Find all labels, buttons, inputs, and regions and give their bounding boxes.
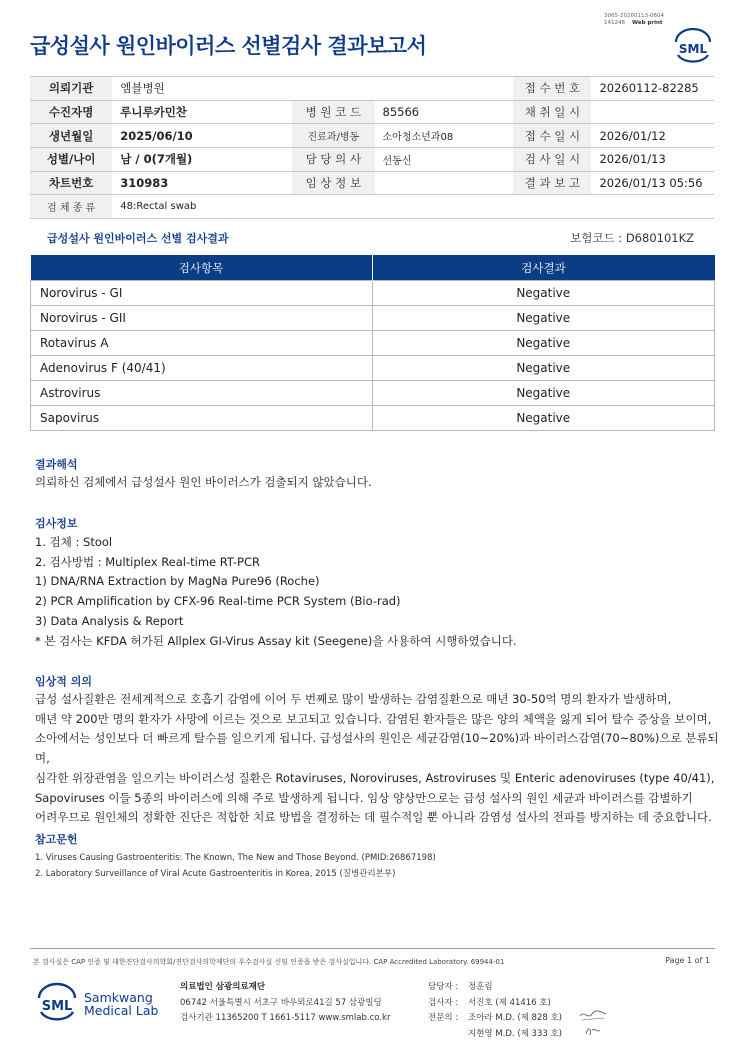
info-value-hospital-code: 85566 bbox=[375, 100, 514, 124]
test-result: Negative bbox=[372, 356, 715, 381]
reference-item: 2. Laboratory Surveillance of Viral Acute Gastroenteritis in Korea, 2015 (질병관리본부) bbox=[35, 869, 396, 879]
brand-name bbox=[84, 991, 158, 1017]
info-value-clinical bbox=[375, 171, 514, 195]
page-number: Page 1 of 1 bbox=[665, 956, 710, 965]
info-label: 진료과/병동 bbox=[292, 124, 374, 148]
test-info-line: * 본 검사는 KFDA 허가된 Allplex GI-Virus Assay kit (Seegene)을 사용하여 시행하였습니다. bbox=[35, 633, 517, 648]
interpretation-text: 의뢰하신 검체에서 급성설사 원인 바이러스가 검출되지 않았습니다. bbox=[35, 475, 372, 489]
info-label: 검 체 종 류 bbox=[30, 195, 112, 219]
references-list bbox=[35, 850, 436, 882]
info-value-collection-date bbox=[591, 100, 714, 124]
references-title: 참고문헌 bbox=[35, 833, 78, 846]
info-value-dept: 소아청소년과08 bbox=[375, 124, 514, 148]
info-row bbox=[30, 195, 714, 219]
org-name: 의료법인 삼광의료재단 bbox=[180, 982, 266, 992]
brand-line: Medical Lab bbox=[84, 1003, 159, 1018]
results-table bbox=[30, 255, 715, 431]
results-section-title: 급성설사 원인바이러스 선별 검사결과 bbox=[47, 232, 229, 245]
accreditation-note: 본 검사실은 CAP 인증 및 대한진단검사의학회/진단검사의학재단의 우수검사실 신임 인증을 받은 검사실입니다. CAP Accredited Laboratory. 69944-01 bbox=[33, 958, 505, 966]
info-label: 채 취 일 시 bbox=[513, 100, 591, 124]
info-row bbox=[30, 124, 714, 148]
test-item: Astrovirus bbox=[31, 381, 373, 406]
info-value-chart: 310983 bbox=[112, 171, 292, 195]
sml-logo-icon bbox=[672, 28, 714, 64]
staff-labels bbox=[428, 980, 458, 1042]
reference-item: 1. Viruses Causing Gastroenteritis: The Known, The New and Those Beyond. (PMID:26867198) bbox=[35, 853, 436, 863]
info-value-receipt-date: 2026/01/12 bbox=[591, 124, 714, 148]
clinical-title: 임상적 의의 bbox=[35, 675, 92, 688]
info-row bbox=[30, 171, 714, 195]
brand-line: Samkwang bbox=[84, 990, 153, 1005]
staff-value: 정훈림 bbox=[468, 982, 493, 992]
info-label: 병 원 코 드 bbox=[292, 100, 374, 124]
info-label: 성별/나이 bbox=[30, 148, 112, 172]
patient-info-table bbox=[30, 76, 714, 219]
table-row bbox=[31, 356, 715, 381]
interpretation-title: 결과해석 bbox=[35, 458, 78, 471]
org-address: 06742 서울특별시 서초구 바우뫼로41길 57 삼광빌딩 bbox=[180, 997, 382, 1008]
signature-icon bbox=[578, 1008, 610, 1038]
org-info bbox=[180, 980, 390, 1027]
info-value-test-date: 2026/01/13 bbox=[591, 148, 714, 172]
staff-label: 담당자 : bbox=[428, 982, 459, 992]
test-result: Negative bbox=[372, 406, 715, 431]
test-result: Negative bbox=[372, 306, 715, 331]
test-item: Rotavirus A bbox=[31, 331, 373, 356]
print-meta bbox=[604, 13, 664, 27]
info-label: 담 당 의 사 bbox=[292, 148, 374, 172]
info-value-patient: 루니루카민찬 bbox=[112, 100, 292, 124]
staff-value: 조아라 M.D. (제 828 호) bbox=[468, 1013, 563, 1023]
test-info-list bbox=[35, 533, 517, 651]
print-meta-id: 141248 bbox=[604, 20, 625, 26]
test-info-line: 3) Data Analysis & Report bbox=[35, 613, 184, 628]
page-title: 급성설사 원인바이러스 선별검사 결과보고서 bbox=[30, 34, 427, 58]
results-header-row bbox=[31, 255, 715, 281]
info-label: 차트번호 bbox=[30, 171, 112, 195]
footer-logo-text: SML bbox=[41, 999, 73, 1014]
staff-label bbox=[428, 1027, 458, 1043]
col-header-result: 검사결과 bbox=[372, 255, 715, 281]
staff-values bbox=[468, 980, 562, 1042]
info-value-report-date: 2026/01/13 05:56 bbox=[591, 171, 714, 195]
insurance-code: 보험코드 : D680101KZ bbox=[570, 231, 694, 245]
test-info-line: 1. 검체 : Stool bbox=[35, 535, 113, 549]
test-item: Sapovirus bbox=[31, 406, 373, 431]
info-label: 검 사 일 시 bbox=[513, 148, 591, 172]
print-meta-label: Web print bbox=[632, 20, 663, 26]
staff-value: 지현영 M.D. (제 333 호) bbox=[468, 1028, 563, 1039]
clinical-text bbox=[35, 690, 725, 828]
test-result: Negative bbox=[372, 381, 715, 406]
sml-footer-logo-icon bbox=[36, 982, 78, 1024]
info-value-specimen: 48:Rectal swab bbox=[112, 195, 714, 219]
info-row bbox=[30, 100, 714, 124]
info-value-doctor: 선동신 bbox=[375, 148, 514, 172]
table-row bbox=[31, 281, 715, 306]
test-item: Norovirus - GII bbox=[31, 306, 373, 331]
table-row bbox=[31, 306, 715, 331]
clinical-line: 매년 약 200만 명의 환자가 사망에 이르는 것으로 보고되고 있습니다. 감염된 환자들은 많은 양의 체액을 잃게 되어 탈수 증상을 보이며, bbox=[35, 711, 712, 726]
info-label: 임 상 정 보 bbox=[292, 171, 374, 195]
col-header-item: 검사항목 bbox=[31, 255, 373, 281]
test-result: Negative bbox=[372, 281, 715, 306]
info-value-birth: 2025/06/10 bbox=[112, 124, 292, 148]
test-info-line: 1) DNA/RNA Extraction by MagNa Pure96 (Roche) bbox=[35, 574, 320, 589]
logo-text: SML bbox=[678, 42, 708, 56]
table-row bbox=[31, 331, 715, 356]
print-meta-line: 3065-20260113-0604 bbox=[604, 13, 664, 19]
test-info-title: 검사정보 bbox=[35, 517, 78, 530]
info-value-requesting-org: 엠블병원 bbox=[112, 77, 513, 101]
info-label: 의뢰기관 bbox=[30, 77, 112, 101]
org-contact: 검사기관 11365200 T 1661-5117 www.smlab.co.kr bbox=[180, 1013, 391, 1023]
test-info-line: 2) PCR Amplification by CFX-96 Real-time PCR System (Bio-rad) bbox=[35, 594, 401, 609]
staff-label: 검사자 : bbox=[428, 997, 459, 1008]
info-value-receipt-no: 20260112-82285 bbox=[591, 77, 714, 101]
info-row bbox=[30, 77, 714, 101]
info-label: 접 수 번 호 bbox=[513, 77, 591, 101]
clinical-line: 어려우므로 원인체의 정확한 진단은 적합한 치료 방법을 결정하는 데 필수적일 뿐 아니라 감염성 설사의 전파를 방지하는 데 중요합니다. bbox=[35, 810, 712, 825]
table-row bbox=[31, 381, 715, 406]
staff-label: 전문의 : bbox=[428, 1013, 459, 1023]
test-item: Adenovirus F (40/41) bbox=[31, 356, 373, 381]
info-label: 결 과 보 고 bbox=[513, 171, 591, 195]
test-info-line: 2. 검사방법 : Multiplex Real-time RT-PCR bbox=[35, 554, 260, 569]
info-value-sex-age: 남 / 0(7개월) bbox=[112, 148, 292, 172]
clinical-line: 급성 설사질환은 전세계적으로 호흡기 감염에 이어 두 번째로 많이 발생하는 감염질환으로 매년 30-50억 명의 환자가 발생하며, bbox=[35, 692, 672, 706]
test-result: Negative bbox=[372, 331, 715, 356]
table-row bbox=[31, 406, 715, 431]
clinical-line: 심각한 위장관염을 일으키는 바이러스성 질환은 Rotaviruses, Noroviruses, Astroviruses 및 Enteric adenoviruses (type 40/41), bbox=[35, 770, 715, 785]
clinical-line: 소아에서는 성인보다 더 빠르게 탈수를 일으키게 됩니다. 급성설사의 원인은 세균감염(10~20%)과 바이러스감염(70~80%)으로 분류되며, bbox=[35, 731, 719, 766]
staff-value: 서진호 (제 41416 호) bbox=[468, 997, 551, 1008]
info-label: 수진자명 bbox=[30, 100, 112, 124]
clinical-line: Sapoviruses 이들 5종의 바이러스에 의해 주로 발생하게 됩니다. 임상 양상만으로는 급성 설사의 원인 세균과 바이러스를 감별하기 bbox=[35, 790, 693, 805]
info-label: 접 수 일 시 bbox=[513, 124, 591, 148]
info-label: 생년월일 bbox=[30, 124, 112, 148]
test-item: Norovirus - GI bbox=[31, 281, 373, 306]
info-row bbox=[30, 148, 714, 172]
footer-divider bbox=[30, 948, 715, 949]
